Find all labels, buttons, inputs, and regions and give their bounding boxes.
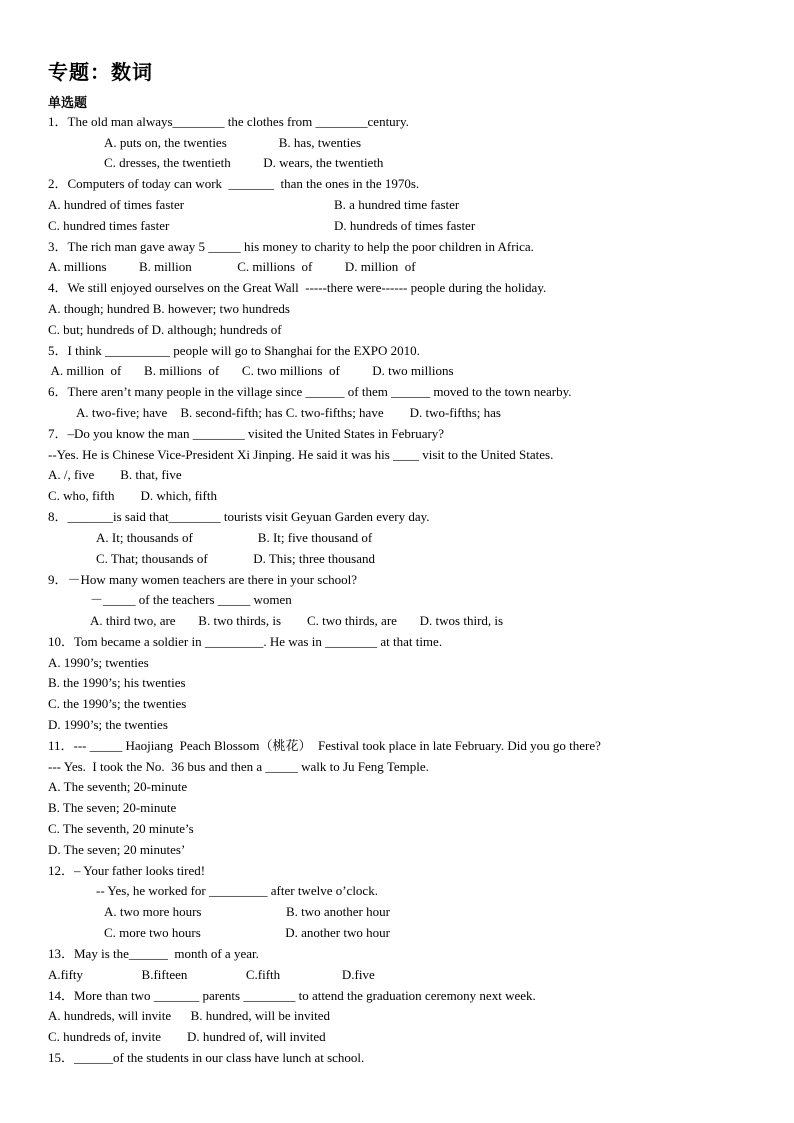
question-line: 8．_______is said that________ tourists visit Geyuan Garden every day. [48, 509, 430, 524]
dialogue-line: --- Yes. I took the No. 36 bus and then a _____ walk to Ju Feng Temple. [48, 759, 429, 774]
dialogue-line: -- Yes, he worked for _________ after twelve o’clock. [96, 883, 378, 898]
option-line: A. hundred of times faster [48, 197, 185, 212]
section-heading: 单选题 [48, 96, 88, 111]
option-line: C. who, fifth D. which, fifth [48, 488, 217, 503]
option-line: C. more two hours D. another two hour [104, 925, 390, 940]
question-line: 7．–Do you know the man ________ visited the United States in February? [48, 426, 445, 441]
option-line: C. hundreds of, invite D. hundred of, will invited [48, 1029, 326, 1044]
option-line: A. puts on, the twenties B. has, twenties [104, 135, 362, 150]
question-line: 4．We still enjoyed ourselves on the Great Wall -----there were------ people during the holiday. [48, 280, 547, 295]
page-title: 专题：数词 [48, 60, 153, 84]
dialogue-line: --Yes. He is Chinese Vice-President Xi Jinping. He said it was his ____ visit to the United States. [48, 447, 554, 462]
option-line: C. hundred times faster [48, 218, 170, 233]
question-line: 13．May is the______ month of a year. [48, 946, 259, 961]
option-line: D. 1990’s; the twenties [48, 717, 168, 732]
option-line: D. The seven; 20 minutes’ [48, 842, 186, 857]
question-line: 11．--- _____ Haojiang Peach Blossom（桃花） Festival took place in late February. Did you go there? [48, 738, 601, 753]
option-line: A. third two, are B. two thirds, is C. two thirds, are D. twos third, is [90, 613, 504, 628]
option-line: B. The seven; 20-minute [48, 800, 177, 815]
option-line: B. the 1990’s; his twenties [48, 675, 186, 690]
option-line: A. though; hundred B. however; two hundreds [48, 301, 290, 316]
option-line: A. hundreds, will invite B. hundred, will be invited [48, 1008, 330, 1023]
option-line: A. 1990’s; twenties [48, 655, 149, 670]
option-line: A. two more hours B. two another hour [104, 904, 390, 919]
question-line: 9．－How many women teachers are there in your school? [48, 572, 358, 587]
question-line: 15．______of the students in our class have lunch at school. [48, 1050, 365, 1065]
question-line: 2．Computers of today can work _______ than the ones in the 1970s. [48, 176, 420, 191]
option-line: A.fifty B.fifteen C.fifth D.five [48, 967, 375, 982]
option-line: C. That; thousands of D. This; three thousand [96, 551, 375, 566]
option-line: C. The seventh, 20 minute’s [48, 821, 194, 836]
question-line: 10．Tom became a soldier in _________. He was in ________ at that time. [48, 634, 443, 649]
option-line: C. but; hundreds of D. although; hundreds of [48, 322, 282, 337]
option-line: B. a hundred time faster [334, 197, 460, 212]
option-line: C. the 1990’s; the twenties [48, 696, 187, 711]
option-line: D. hundreds of times faster [334, 218, 476, 233]
question-line: 5．I think __________ people will go to Shanghai for the EXPO 2010. [48, 343, 420, 358]
option-line: A. /, five B. that, five [48, 467, 182, 482]
dialogue-line: －_____ of the teachers _____ women [90, 592, 292, 607]
question-line: 3．The rich man gave away 5 _____ his money to charity to help the poor children in Africa. [48, 239, 534, 254]
question-line: 12．– Your father looks tired! [48, 863, 206, 878]
option-line: A. two-five; have B. second-fifth; has C. two-fifths; have D. two-fifths; has [76, 405, 501, 420]
option-line: A. The seventh; 20-minute [48, 779, 188, 794]
option-line: A. million of B. millions of C. two millions of D. two millions [48, 363, 454, 378]
question-line: 14．More than two _______ parents ________ to attend the graduation ceremony next week. [48, 988, 536, 1003]
question-line: 1．The old man always________ the clothes from ________century. [48, 114, 409, 129]
option-line: C. dresses, the twentieth D. wears, the twentieth [104, 155, 384, 170]
option-line: A. It; thousands of B. It; five thousand of [96, 530, 373, 545]
option-line: A. millions B. million C. millions of D. million of [48, 259, 416, 274]
question-line: 6．There aren’t many people in the village since ______ of them ______ moved to the town nearby. [48, 384, 572, 399]
